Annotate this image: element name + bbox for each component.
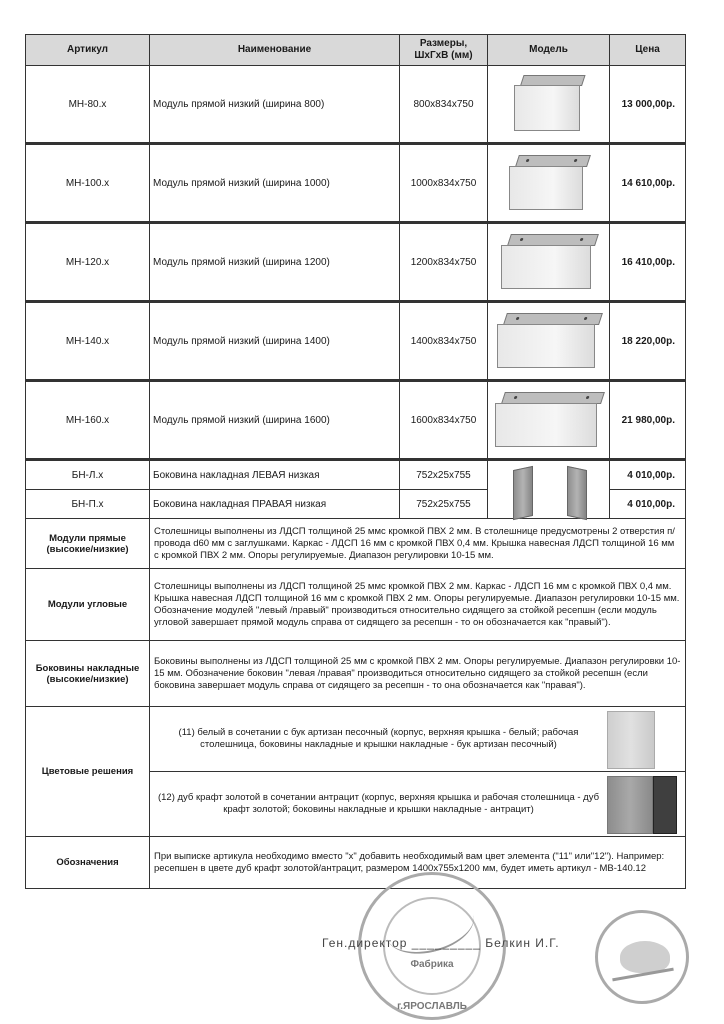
row-name: Модуль прямой низкий (ширина 800): [150, 66, 400, 144]
row-size: 1600х834х750: [400, 381, 488, 460]
signature-line: Ген.директор _________ Белкин И.Г.: [322, 936, 560, 950]
header-article: Артикул: [26, 35, 150, 66]
header-size-line1: Размеры,: [419, 38, 468, 49]
row-article: МН-80.х: [26, 66, 150, 144]
row-name: Боковина накладная ПРАВАЯ низкая: [150, 490, 400, 519]
header-price: Цена: [610, 35, 686, 66]
side-panel-image: [488, 460, 610, 519]
note-text: Боковины выполнены из ЛДСП толщиной 25 мм с кромкой ПВХ 2 мм. Опоры регулируемые. Диапазон регулировки 10-15 мм. Обозначение боковин "левая /правая" производиться относительно сидящего за стойкой ресепшн (если боковина завершает модуль справа от сидящего за ресепшн - то она обозначается как "правая").: [150, 641, 686, 707]
note-label: Модули угловые: [26, 569, 150, 641]
row-size: 752х25х755: [400, 460, 488, 490]
row-model-image: [488, 223, 610, 302]
header-model: Модель: [488, 35, 610, 66]
row-name: Боковина накладная ЛЕВАЯ низкая: [150, 460, 400, 490]
row-size: 1400х834х750: [400, 302, 488, 381]
note-text: Столешницы выполнены из ЛДСП толщиной 25 ммс кромкой ПВХ 2 мм. В столешнице предусмотрены 2 отверстия п/провода d60 мм с заглушками. Каркас - ЛДСП 16 мм с кромкой ПВХ 0,4 мм. Крышка навесная ЛДСП толщиной 16 мм с кромкой ПВХ 2 мм. Опоры регулируемые. Диапазон регулировки 10-15 мм.: [150, 519, 686, 569]
color-option-2: [150, 772, 686, 837]
note-label: Боковины накладные (высокие/низкие): [26, 641, 150, 707]
table-row: [26, 66, 686, 144]
row-price: 16 410,00р.: [610, 223, 686, 302]
color-option-1: [150, 707, 686, 772]
row-name: Модуль прямой низкий (ширина 1200): [150, 223, 400, 302]
color-row: [26, 707, 686, 772]
note-row: [26, 569, 686, 641]
table-row: [26, 144, 686, 223]
bird-stamp: [595, 910, 689, 1004]
note-text: Столешницы выполнены из ЛДСП толщиной 25 ммс кромкой ПВХ 2 мм. Каркас - ЛДСП 16 мм с кромкой ПВХ 0,4 мм. Крышка навесная ЛДСП толщиной 16 мм с кромкой ПВХ 2 мм. Опоры регулируемые. Диапазон регулировки 10-15 мм. Обозначение модулей "левый /правый" производиться относительно сидящего за стойкой ресепшн (если модуль угловой завершает прямой модуль справа от сидящего за ресепшн - то он обозначается как "правый").: [150, 569, 686, 641]
row-article: МН-100.х: [26, 144, 150, 223]
designation-text: При выписке артикула необходимо вместо "х" добавить необходимый вам цвет элемента ("11" или"12"). Например: ресепшен в цвете дуб крафт золотой/антрацит, размером 1400х755х1200 мм, будет иметь артикул - МВ-140.12: [150, 837, 686, 889]
side-panels-illustration: [491, 462, 606, 518]
colors-label: Цветовые решения: [26, 707, 150, 837]
note-row: [26, 519, 686, 569]
row-article: БН-Л.х: [26, 460, 150, 490]
row-article: МН-120.х: [26, 223, 150, 302]
row-price: 4 010,00р.: [610, 460, 686, 490]
color-option-text: (12) дуб крафт золотой в сочетании антрацит (корпус, верхняя крышка и рабочая столешница - дуб крафт золотой; боковины накладные и крышки накладные - антрацит): [157, 792, 600, 815]
row-price: 4 010,00р.: [610, 490, 686, 519]
header-size-line2: ШхГхВ (мм): [414, 50, 473, 61]
header-name: Наименование: [150, 35, 400, 66]
table-row: [26, 460, 686, 490]
row-price: 18 220,00р.: [610, 302, 686, 381]
row-size: 1200х834х750: [400, 223, 488, 302]
desk-illustration: [514, 75, 584, 133]
color-swatch-white-beech: [607, 711, 667, 767]
row-price: 13 000,00р.: [610, 66, 686, 144]
row-price: 21 980,00р.: [610, 381, 686, 460]
designation-row: [26, 837, 686, 889]
row-model-image: [488, 381, 610, 460]
row-size: 1000х834х750: [400, 144, 488, 223]
table-row: [26, 302, 686, 381]
color-option-text: (11) белый в сочетании с бук артизан песочный (корпус, верхняя крышка - белый; рабочая столешница, боковины накладные и крышки накладные - бук артизан песочный): [178, 727, 579, 750]
row-name: Модуль прямой низкий (ширина 1000): [150, 144, 400, 223]
row-model-image: [488, 302, 610, 381]
designation-label: Обозначения: [26, 837, 150, 889]
table-header: [26, 35, 686, 66]
table-row: [26, 223, 686, 302]
row-name: Модуль прямой низкий (ширина 1400): [150, 302, 400, 381]
row-model-image: [488, 66, 610, 144]
row-size: 752х25х755: [400, 490, 488, 519]
desk-illustration: [497, 313, 601, 369]
row-article: МН-140.х: [26, 302, 150, 381]
table-row: [26, 381, 686, 460]
desk-illustration: [495, 392, 603, 448]
row-model-image: [488, 144, 610, 223]
color-swatch-oak-anthracite: [607, 776, 667, 832]
header-size: [400, 35, 488, 66]
note-label: Модули прямые (высокие/низкие): [26, 519, 150, 569]
row-size: 800х834х750: [400, 66, 488, 144]
stamp-text-top: Фабрика: [410, 959, 454, 970]
row-name: Модуль прямой низкий (ширина 1600): [150, 381, 400, 460]
stamp-text-bottom: г.ЯРОСЛАВЛЬ: [397, 1001, 467, 1012]
row-article: МН-160.х: [26, 381, 150, 460]
desk-illustration: [501, 234, 597, 290]
row-article: БН-П.х: [26, 490, 150, 519]
row-price: 14 610,00р.: [610, 144, 686, 223]
desk-illustration: [509, 155, 589, 211]
note-row: [26, 641, 686, 707]
price-table: [25, 34, 686, 889]
